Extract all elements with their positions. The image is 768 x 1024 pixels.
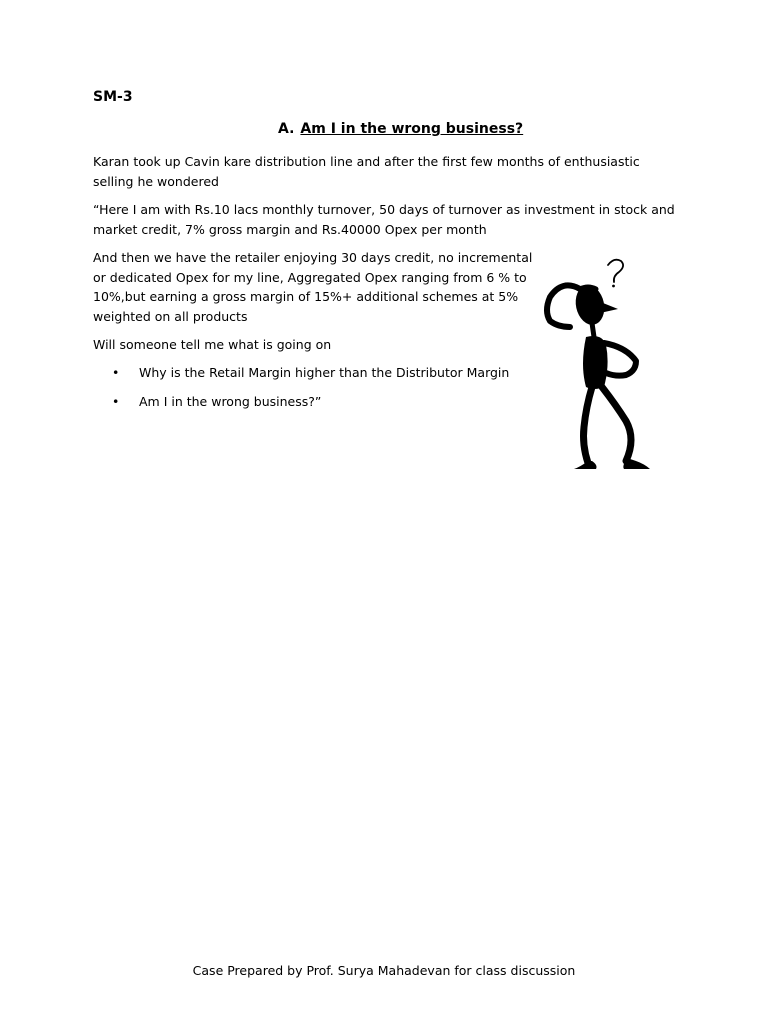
bullet-icon: • bbox=[112, 393, 120, 409]
heading-marker: A. bbox=[278, 121, 295, 137]
bullet-icon: • bbox=[112, 365, 120, 380]
list-item bbox=[112, 363, 509, 383]
list-item bbox=[112, 392, 509, 412]
list-item-text: Am I in the wrong business?” bbox=[139, 393, 322, 409]
paragraph-quote: “Here I am with Rs.10 lacs monthly turnover, 50 days of turnover as investment in stock and market credit, 7% gross margin and Rs.40000 Opex per month bbox=[93, 202, 675, 237]
bullet-list bbox=[112, 363, 509, 420]
paragraph-retailer: And then we have the retailer enjoying 30 days credit, no incremental or dedicated Opex for my line, Aggregated Opex ranging from 6 % to 10%,but earning a gross margin of 15%+ additional schemes at 5% weighted on all products bbox=[93, 250, 533, 324]
footer-credit: Case Prepared by Prof. Surya Mahadevan for class discussion bbox=[192, 963, 576, 978]
case-code: SM-3 bbox=[93, 89, 133, 105]
heading-title: Am I in the wrong business? bbox=[300, 121, 524, 137]
list-item-text: Why is the Retail Margin higher than the Distributor Margin bbox=[139, 365, 510, 380]
confused-stick-figure-illustration bbox=[540, 255, 660, 480]
paragraph-question: Will someone tell me what is going on bbox=[93, 337, 332, 352]
section-heading bbox=[278, 121, 523, 137]
paragraph-intro: Karan took up Cavin kare distribution line and after the first few months of enthusiastic selling he wondered bbox=[93, 154, 640, 189]
